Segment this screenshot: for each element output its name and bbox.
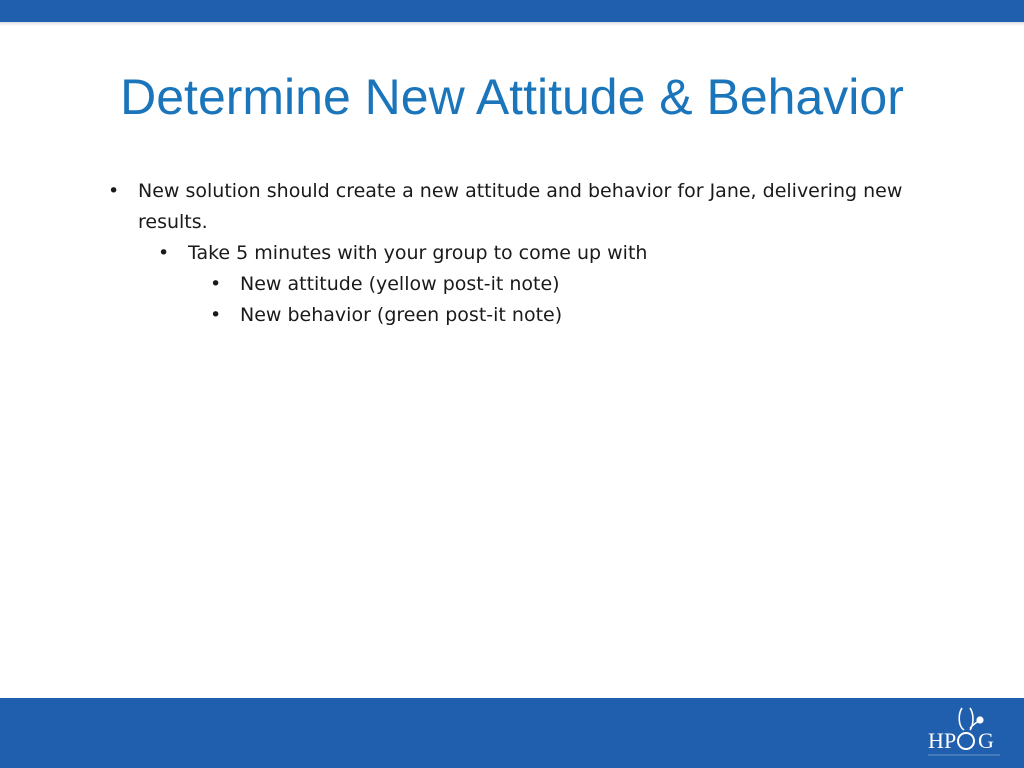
bullet-text: New solution should create a new attitude and behavior for Jane, delivering new results.: [138, 180, 903, 233]
hpog-logo-icon: [914, 700, 1014, 764]
bullet-text: New attitude (yellow post-it note): [240, 273, 560, 295]
top-bar-shadow: [0, 22, 1024, 26]
bullet-icon: •: [210, 304, 222, 326]
slide-title: Determine New Attitude & Behavior: [120, 69, 904, 125]
svg-text:P: P: [944, 728, 957, 753]
bullet-list: [108, 176, 938, 331]
bullet-icon: •: [108, 180, 120, 202]
svg-text:H: H: [928, 728, 944, 753]
bullet-icon: •: [158, 242, 170, 264]
svg-text:G: G: [978, 728, 994, 753]
bullet-item: [108, 269, 938, 300]
bullet-item: [108, 300, 938, 331]
bullet-item: [108, 176, 938, 238]
bullet-text: New behavior (green post-it note): [240, 304, 563, 326]
bullet-text: Take 5 minutes with your group to come up with: [188, 242, 648, 264]
bottom-bar: [0, 698, 1024, 768]
top-bar: [0, 0, 1024, 22]
bullet-icon: •: [210, 273, 222, 295]
bullet-item: [108, 238, 938, 269]
